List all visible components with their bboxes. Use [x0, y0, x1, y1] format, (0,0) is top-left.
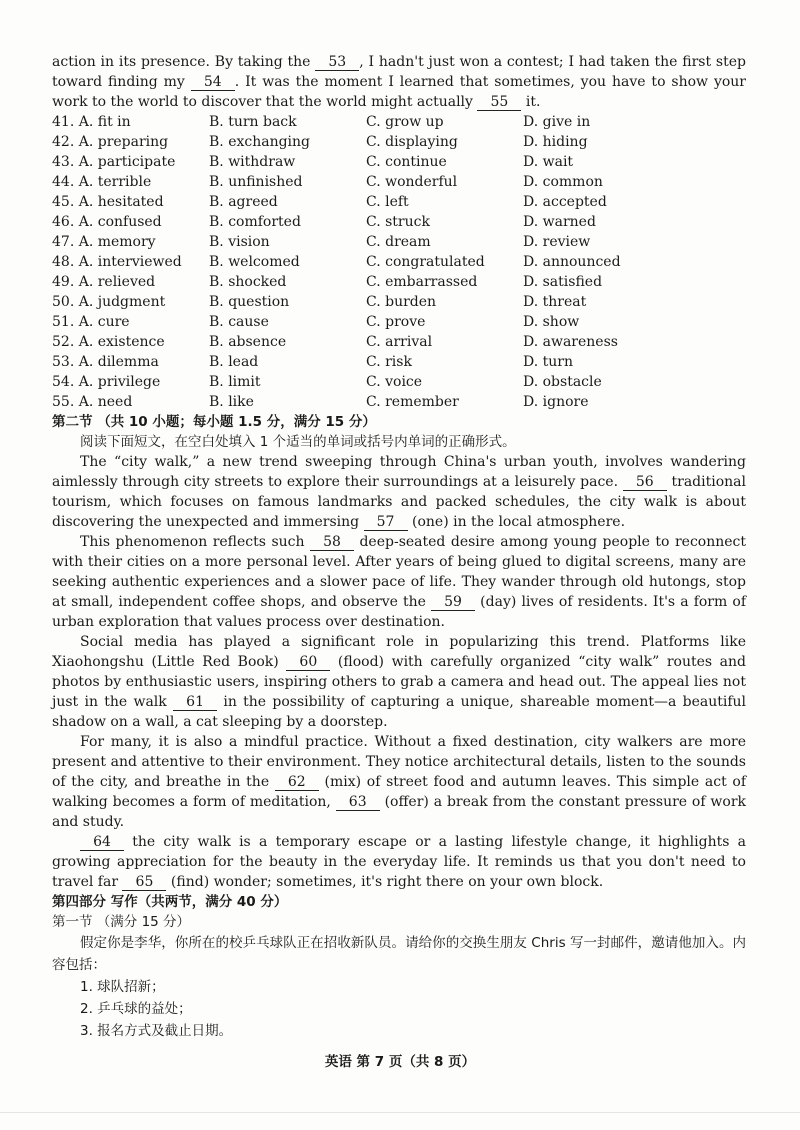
- bottom-divider: [0, 1112, 800, 1113]
- option-d: D. threat: [523, 294, 587, 310]
- option-a: 52. A. existence: [52, 334, 165, 350]
- option-b: B. turn back: [209, 114, 297, 130]
- option-c: C. grow up: [366, 114, 444, 130]
- option-d: D. common: [523, 174, 603, 190]
- option-c: C. risk: [366, 354, 412, 370]
- option-b: B. welcomed: [209, 254, 300, 270]
- option-d: D. give in: [523, 114, 591, 130]
- option-row: [52, 312, 746, 332]
- blank-64: 64: [80, 834, 124, 851]
- option-d: D. review: [523, 234, 591, 250]
- option-c: C. embarrassed: [366, 274, 478, 290]
- option-d: D. turn: [523, 354, 573, 370]
- option-b: B. lead: [209, 354, 259, 370]
- option-d: D. obstacle: [523, 374, 602, 390]
- option-c: C. dream: [366, 234, 431, 250]
- writing-prompt: 假定你是李华，你所在的校乒乓球队正在招收新队员。请给你的交换生朋友 Chris 写一封邮件，邀请他加入。内容包括：: [52, 935, 746, 973]
- option-c: C. left: [366, 194, 409, 210]
- option-d: D. hiding: [523, 134, 588, 150]
- option-c: C. congratulated: [366, 254, 485, 270]
- blank-65: 65: [122, 874, 166, 891]
- option-b: B. absence: [209, 334, 287, 350]
- requirement-item: 3. 报名方式及截止日期。: [80, 1023, 233, 1039]
- option-a: 51. A. cure: [52, 314, 130, 330]
- requirement-item: 1. 球队招新；: [80, 979, 165, 995]
- option-a: 53. A. dilemma: [52, 354, 159, 370]
- option-a: 46. A. confused: [52, 214, 162, 230]
- option-a: 48. A. interviewed: [52, 254, 182, 270]
- option-row: [52, 292, 746, 312]
- option-b: B. cause: [209, 314, 269, 330]
- blank-53: 53: [315, 54, 359, 71]
- blank-56: 56: [623, 474, 667, 491]
- option-d: D. show: [523, 314, 580, 330]
- option-a: 41. A. fit in: [52, 114, 131, 130]
- option-c: C. burden: [366, 294, 437, 310]
- option-b: B. exchanging: [209, 134, 311, 150]
- option-c: C. displaying: [366, 134, 458, 150]
- section2-heading: 第二节 （共 10 小题；每小题 1.5 分，满分 15 分）: [52, 414, 376, 430]
- option-b: B. unfinished: [209, 174, 303, 190]
- option-a: 44. A. terrible: [52, 174, 152, 190]
- option-a: 42. A. preparing: [52, 134, 169, 150]
- option-b: B. comforted: [209, 214, 301, 230]
- option-row: [52, 352, 746, 372]
- option-a: 47. A. memory: [52, 234, 156, 250]
- option-a: 50. A. judgment: [52, 294, 166, 310]
- option-a: 45. A. hesitated: [52, 194, 164, 210]
- blank-61: 61: [173, 694, 217, 711]
- option-c: C. prove: [366, 314, 426, 330]
- option-row: [52, 332, 746, 352]
- option-row: [52, 112, 746, 132]
- passage-ending: action in its presence. By taking the 53 , I hadn't just won a contest; I had taken the first step toward finding my 54 . It was the moment I learned that sometimes, you have to show your work to the world to discover that the world might actually 55 it.: [52, 54, 746, 110]
- option-row: [52, 132, 746, 152]
- passage-paragraph-3: Social media has played a significant role in popularizing this trend. Platforms like Xiaohongshu (Little Red Book) 60 (flood) with carefully organized “city walk” routes and photos by enthusiastic users, inspiring others to grab a camera and head out. The appeal lies not just in the walk 61 in the possibility of capturing a unique, shareable moment—a beautiful shadow on a wall, a cat sleeping by a doorstep.: [52, 634, 747, 730]
- option-c: C. voice: [366, 374, 423, 390]
- option-a: 49. A. relieved: [52, 274, 156, 290]
- option-d: D. warned: [523, 214, 596, 230]
- writing-requirements: [52, 976, 746, 1042]
- option-b: B. shocked: [209, 274, 287, 290]
- option-c: C. wonderful: [366, 174, 458, 190]
- option-row: [52, 252, 746, 272]
- option-c: C. remember: [366, 394, 459, 410]
- option-row: [52, 212, 746, 232]
- option-row: [52, 152, 746, 172]
- section2-instruction: 阅读下面短文，在空白处填入 1 个适当的单词或括号内单词的正确形式。: [80, 434, 516, 450]
- option-row: [52, 172, 746, 192]
- option-a: 54. A. privilege: [52, 374, 161, 390]
- option-row: [52, 192, 746, 212]
- option-c: C. continue: [366, 154, 447, 170]
- passage-paragraph-1: The “city walk,” a new trend sweeping through China's urban youth, involves wandering aimlessly through city streets to explore their surroundings at a leisurely pace. 56 traditional tourism, which focuses on famous landmarks and packed schedules, the city walk is about discovering the unexpected and immersing 57 (one) in the local atmosphere.: [52, 454, 746, 530]
- option-d: D. ignore: [523, 394, 589, 410]
- blank-60: 60: [286, 654, 330, 671]
- blank-57: 57: [364, 514, 408, 531]
- blank-59: 59: [431, 594, 475, 611]
- option-d: D. announced: [523, 254, 621, 270]
- blank-55: 55: [477, 94, 521, 111]
- option-row: [52, 372, 746, 392]
- part4-subheading: 第一节 （满分 15 分）: [52, 914, 191, 930]
- option-row: [52, 272, 746, 292]
- option-c: C. struck: [366, 214, 430, 230]
- option-d: D. wait: [523, 154, 574, 170]
- option-c: C. arrival: [366, 334, 433, 350]
- option-a: 55. A. need: [52, 394, 133, 410]
- blank-58: 58: [310, 534, 354, 551]
- blank-54: 54: [191, 74, 235, 91]
- option-b: B. question: [209, 294, 290, 310]
- option-a: 43. A. participate: [52, 154, 176, 170]
- blank-62: 62: [275, 774, 319, 791]
- option-d: D. awareness: [523, 334, 618, 350]
- option-d: D. accepted: [523, 194, 607, 210]
- option-b: B. withdraw: [209, 154, 296, 170]
- option-d: D. satisfied: [523, 274, 603, 290]
- part4-heading: 第四部分 写作（共两节，满分 40 分）: [52, 894, 288, 910]
- passage-paragraph-4: For many, it is also a mindful practice. Without a fixed destination, city walkers are more present and attentive to their environment. They notice architectural details, listen to the sounds of the city, and breathe in the 62 (mix) of street food and autumn leaves. This simple act of walking becomes a form of meditation, 63 (offer) a break from the constant pressure of work and study.: [52, 734, 746, 830]
- option-b: B. like: [209, 394, 254, 410]
- option-row: [52, 392, 746, 412]
- options-table: [52, 112, 746, 412]
- option-b: B. limit: [209, 374, 261, 390]
- option-b: B. vision: [209, 234, 270, 250]
- passage-paragraph-5: 64 the city walk is a temporary escape or a lasting lifestyle change, it highlights a growing appreciation for the beauty in the everyday life. It reminds us that you don't need to travel far 65 (find) wonder; sometimes, it's right there on your own block.: [52, 834, 746, 890]
- page-footer: 英语 第 7 页（共 8 页）: [324, 1054, 476, 1070]
- option-row: [52, 232, 746, 252]
- blank-63: 63: [336, 794, 380, 811]
- requirement-item: 2. 乒乓球的益处；: [80, 1001, 192, 1017]
- passage-paragraph-2: This phenomenon reflects such 58 deep-seated desire among young people to reconnect with their cities on a more personal level. After years of being glued to digital screens, many are seeking authentic experiences and a slower pace of life. They wander through old hutongs, stop at small, independent coffee shops, and observe the 59 (day) lives of residents. It's a form of urban exploration that values process over destination.: [52, 534, 746, 630]
- option-b: B. agreed: [209, 194, 278, 210]
